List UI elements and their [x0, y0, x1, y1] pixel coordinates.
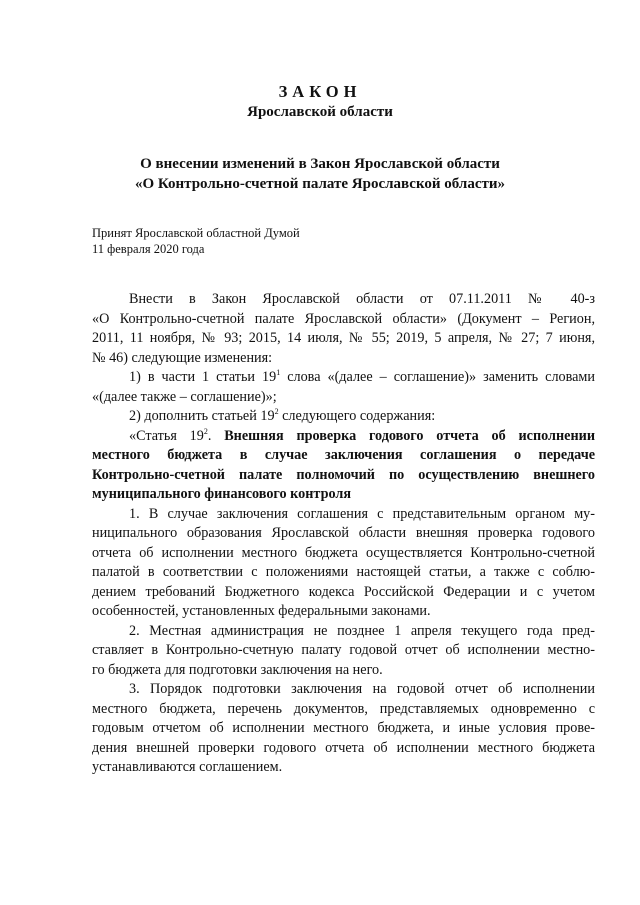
- text-line: отчета об исполнении местного бюджета осуществляется Контрольно-счетной: [92, 544, 595, 561]
- text-line: «О Контрольно-счетной палате Ярославской области» (Документ – Регион,: [92, 310, 595, 327]
- text-span: .: [207, 427, 225, 444]
- amendment-item-1: [92, 368, 595, 388]
- text-line: Внести в Закон Ярославской области от 07.11.2011 № 40-з: [129, 291, 595, 307]
- text-line: 1. В случае заключения соглашения с представительным органом му-: [129, 505, 595, 522]
- text-line: дения внешней проверки годового отчета об исполнении местного бюджета: [92, 739, 595, 756]
- text-line: палатой в соответствии с положениями настоящей статьи, а также с соблю-: [92, 564, 595, 580]
- text-line: устанавливаются соглашением.: [92, 759, 283, 775]
- text-line: 2011, 11 ноября, № 93; 2015, 14 июля, № 55; 2019, 5 апреля, № 27; 7 июня,: [92, 330, 595, 346]
- text-span: «Статья 19: [129, 427, 204, 444]
- document-body: [92, 290, 595, 778]
- adoption-line: Принят Ярославской областной Думой: [92, 226, 300, 240]
- text-line: 2. Местная администрация не позднее 1 апреля текущего года пред-: [129, 622, 595, 639]
- text-line: 3. Порядок подготовки заключения на годовой отчет об исполнении: [129, 681, 595, 697]
- text-span: 2) дополнить статьей 19: [129, 408, 275, 424]
- article-title: муниципального финансового контроля: [92, 486, 351, 502]
- article-heading: [92, 427, 595, 447]
- adoption-line: 11 февраля 2020 года: [92, 242, 205, 256]
- text-span: слова «(далее – соглашение)» заменить словами: [280, 369, 595, 385]
- text-line: местного бюджета, перечень документов, представляемых одновременно с: [92, 700, 595, 717]
- document-type-heading: ЗАКОН: [278, 82, 362, 101]
- text-line: ставляет в Контрольно-счетную палату годовой отчет об исполнении местно-: [92, 642, 595, 658]
- region-heading: Ярославской области: [247, 104, 393, 120]
- text-line: годовым отчетом об исполнении местного бюджета, и иные условия прове-: [92, 720, 595, 736]
- amendment-item-2: [92, 407, 595, 427]
- adoption-note: [92, 225, 300, 257]
- superscript: 2: [274, 407, 279, 416]
- text-span: следующего содержания:: [278, 408, 436, 424]
- text-line: № 46) следующие изменения:: [92, 349, 273, 366]
- text-span: 1) в части 1 статьи 19: [129, 369, 277, 385]
- law-subject-title: [0, 154, 640, 194]
- article-title: Контрольно-счетной палате полномочий по осуществлению внешнего: [92, 466, 595, 483]
- text-line: особенностей, установленных федеральными законами.: [92, 603, 431, 619]
- superscript: 1: [276, 368, 281, 377]
- subject-line: О внесении изменений в Закон Ярославской области: [140, 156, 500, 172]
- article-title: местного бюджета в случае заключения соглашения о передаче: [92, 447, 595, 463]
- subject-line: «О Контрольно-счетной палате Ярославской области»: [134, 176, 506, 192]
- text-line: ниципального образования Ярославской области внешняя проверка годового: [92, 525, 595, 541]
- text-line: дением требований Бюджетного кодекса Российской Федерации и с учетом: [92, 583, 595, 600]
- text-line: го бюджета для подготовки заключения на него.: [92, 661, 383, 678]
- text-line: «(далее также – соглашение)»;: [92, 388, 277, 405]
- superscript: 2: [203, 426, 208, 436]
- article-title: Внешняя проверка годового отчета об исполнении: [224, 427, 595, 444]
